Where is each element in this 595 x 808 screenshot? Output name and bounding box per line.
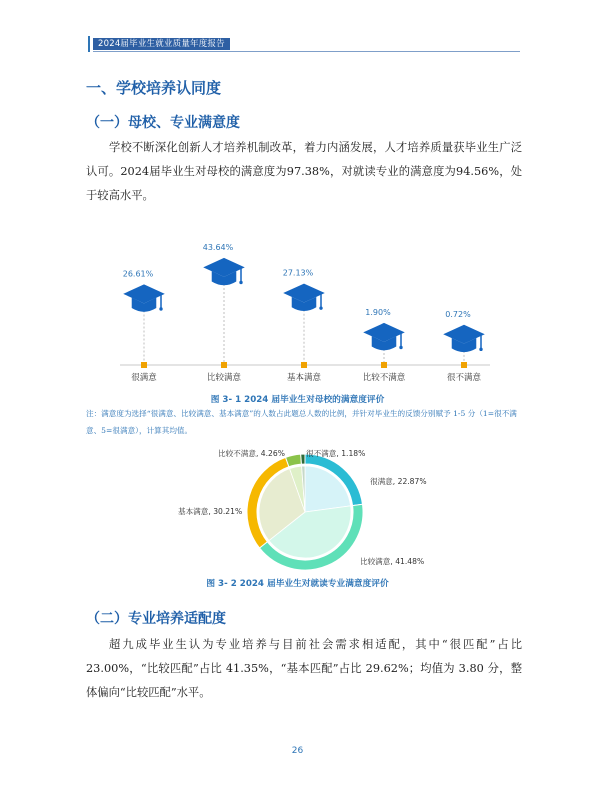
paragraph-fit: 超九成毕业生认为专业培养与目前社会需求相适配，其中“很匹配”占比 23.00%，“比较匹配”占比 41.35%，“基本匹配”占比 29.62%；均值为 3.80 分，整体偏向“比较匹配”水平。	[86, 638, 522, 699]
header-title: 2024届毕业生就业质量年度报告	[93, 38, 230, 50]
category-marker	[301, 362, 307, 368]
slice-label: 基本满意, 30.21%	[178, 507, 243, 516]
graduation-cap-icon	[283, 284, 325, 311]
category-label: 很不满意	[446, 373, 482, 383]
category-marker	[461, 362, 467, 368]
section-title: 一、学校培养认同度	[86, 79, 222, 97]
graduation-cap-icon	[123, 284, 165, 311]
major-satisfaction-donut	[170, 446, 440, 576]
slice-label: 比较满意, 41.48%	[360, 557, 425, 566]
category-label: 基本满意	[286, 373, 322, 383]
category-marker	[221, 362, 227, 368]
donut-slice	[301, 454, 305, 464]
value-label: 0.72%	[445, 309, 471, 319]
header-rule	[93, 51, 520, 52]
page-header	[88, 36, 520, 52]
subsection-title-fit: （二）专业培养适配度	[86, 611, 226, 627]
graduation-cap-icon	[443, 325, 485, 352]
value-label: 27.13%	[282, 268, 314, 278]
slice-label: 很满意, 22.87%	[370, 477, 427, 486]
graduation-cap-icon	[363, 323, 405, 350]
graduation-cap-icon	[203, 258, 245, 285]
page-number: 26	[291, 746, 304, 756]
paragraph-satisfaction: 学校不断深化创新人才培养机制改革，着力内涵发展，人才培养质量获毕业生广泛认可。2024届毕业生对母校的满意度为97.38%，对就读专业的满意度为94.56%，处于较高水平。	[86, 141, 522, 202]
header-accent-bar	[88, 36, 90, 52]
category-marker	[381, 362, 387, 368]
value-label: 43.64%	[202, 243, 234, 252]
satisfaction-cap-chart	[100, 228, 500, 386]
slice-label: 很不满意, 1.18%	[306, 449, 366, 458]
donut-slice	[286, 454, 302, 467]
value-label: 1.90%	[365, 308, 391, 318]
slice-label: 比较不满意, 4.26%	[218, 449, 285, 458]
figure2-caption: 图 3- 2 2024 届毕业生对就读专业满意度评价	[206, 579, 389, 589]
figure1-note: 注：满意度为选择“很满意、比较满意、基本满意”的人数占此题总人数的比例，并针对毕业生的反馈分别赋予 1-5 分（1=很不满意、5=很满意），计算其均值。	[86, 409, 517, 435]
figure1-caption: 图 3- 1 2024 届毕业生对母校的满意度评价	[210, 395, 385, 405]
subsection-title-satisfaction: （一）母校、专业满意度	[86, 115, 240, 131]
category-label: 比较不满意	[362, 373, 406, 383]
category-marker	[141, 362, 147, 368]
category-label: 很满意	[131, 373, 157, 383]
category-label: 比较满意	[206, 373, 242, 383]
value-label: 26.61%	[122, 269, 154, 279]
